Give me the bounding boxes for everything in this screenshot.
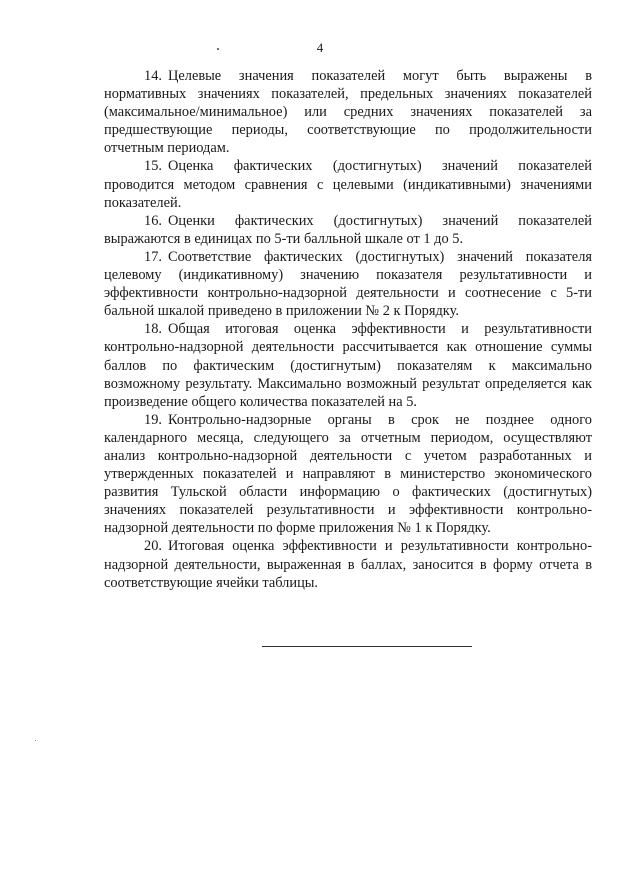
paragraph-text: Общая итоговая оценка эффективности и результативности контрольно-надзорной деятельности рассчитывается как отношение суммы баллов по фактическим (достигнутым) показателям к максимально возможному результату. Максимально возможный результат определяется как произведение общего количества показателей на 5. xyxy=(104,321,592,410)
paragraph-16 xyxy=(104,212,592,248)
paragraph-text: Оценки фактических (достигнутых) значений показателей выражаются в единицах по 5-ти балльной шкале от 1 до 5. xyxy=(104,212,592,247)
paragraph-number: 15. xyxy=(144,158,162,175)
paragraph-text: Оценка фактических (достигнутых) значений показателей проводится методом сравнения с целевыми (индикативными) значениями показателей. xyxy=(104,158,592,211)
paragraph-number: 14. xyxy=(144,68,162,84)
paragraph-text: Итоговая оценка эффективности и результативности контрольно-надзорной деятельности, выраженная в баллах, заносится в форму отчета в соответствующие ячейки таблицы. xyxy=(104,538,592,591)
document-body xyxy=(104,67,592,592)
paragraph-text: Соответствие фактических (достигнутых) значений показателя целевому (индикативному) значению показателя результативности и эффективности контрольно-надзорной деятельности и соотнесение с 5-ти бальной шкалой приведено в приложении № 2 к Порядку. xyxy=(104,248,592,320)
paragraph-20 xyxy=(104,537,592,591)
paragraph-number: 20. xyxy=(144,538,162,555)
closing-rule xyxy=(262,646,472,647)
scan-speck xyxy=(217,48,219,50)
page-number: 4 xyxy=(316,40,324,55)
paragraph-18 xyxy=(104,320,592,410)
paragraph-19 xyxy=(104,411,592,538)
paragraph-14 xyxy=(104,67,592,157)
paragraph-number: 16. xyxy=(144,212,162,229)
paragraph-15 xyxy=(104,157,592,211)
paragraph-text: Целевые значения показателей могут быть выражены в нормативных значениях показателей, предельных значениях показателей (максимальное/минимальное) или средних значениях показателей за предшествующие периоды, соответствующие по продолжительности отчетным периодам. xyxy=(104,68,592,157)
scan-speck-secondary xyxy=(35,740,36,741)
paragraph-number: 18. xyxy=(144,321,162,338)
paragraph-17 xyxy=(104,248,592,320)
paragraph-text: Контрольно-надзорные органы в срок не позднее одного календарного месяца, следующего за отчетным периодом, осуществляют анализ контрольно-надзорной деятельности с учетом разработанных и утвержденных показателей и направляют в министерство экономического развития Тульской области информацию о фактических (достигнутых) значениях показателей результативности и эффективности контрольно-надзорной деятельности по форме приложения № 1 к Порядку. xyxy=(104,411,592,537)
paragraph-number: 17. xyxy=(144,248,162,265)
paragraph-number: 19. xyxy=(144,411,162,428)
